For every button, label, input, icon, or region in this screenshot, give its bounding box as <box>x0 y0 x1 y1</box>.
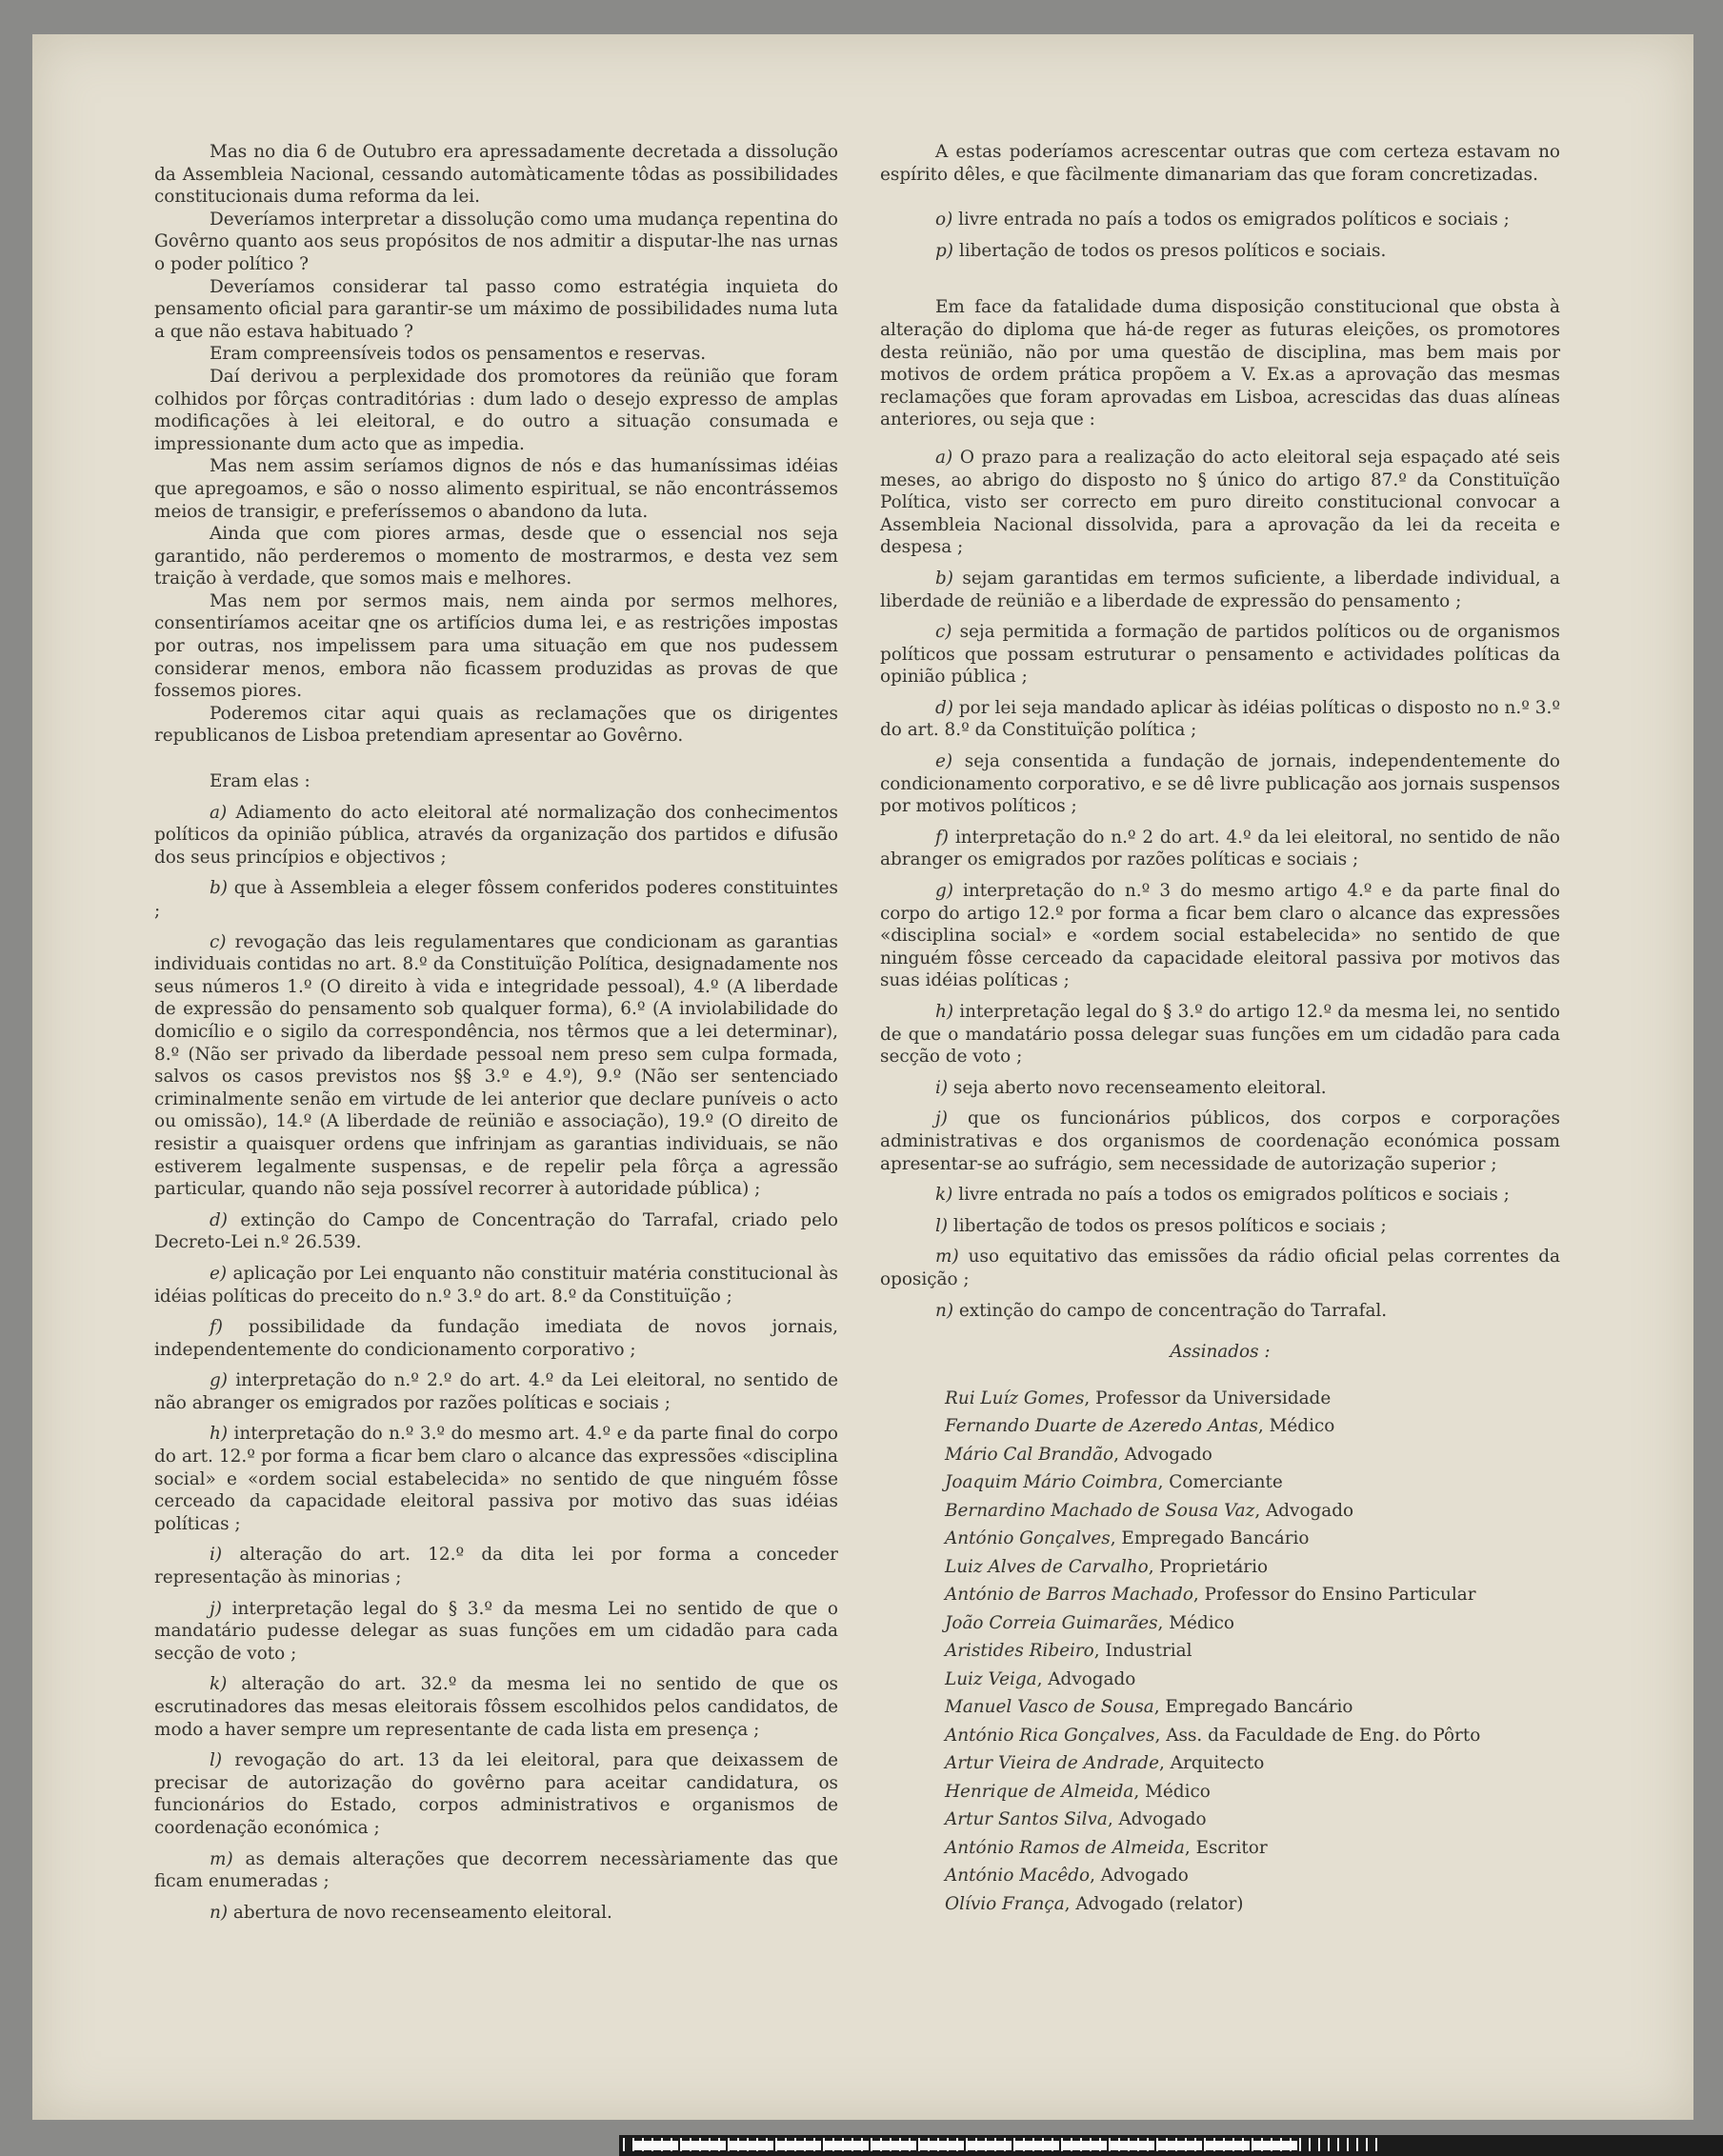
right-column <box>880 141 1560 1918</box>
list-item <box>154 802 838 869</box>
list-item <box>154 1749 838 1839</box>
list-item <box>880 1300 1560 1323</box>
signatory-role: , Médico <box>1257 1416 1335 1437</box>
list-item <box>880 447 1560 559</box>
signatory-name: Henrique de Almeida <box>945 1781 1134 1802</box>
signatory-name: Olívio França <box>945 1893 1065 1914</box>
signatory-name: António Macêdo <box>945 1866 1091 1886</box>
paragraph: Mas nem por sermos mais, nem ainda por sermos melhores, consentiríamos aceitar qne os artifícios duma lei, e as restrições impostas por outras, nos impelissem para uma situação em que nos pudessem considerar menos, embora não ficassem produzidas as provas de que fossemos piores. <box>154 590 838 702</box>
list-item <box>154 1598 838 1666</box>
signatory-role: , Advogado <box>1113 1444 1212 1465</box>
item-text: alteração do art. 12.º da dita lei por forma a conceder representação às minorias ; <box>154 1545 838 1588</box>
item-text: interpretação do n.º 2 do art. 4.º da lei eleitoral, no sentido de não abranger os emigrados por razões políticas e sociais ; <box>880 827 1560 870</box>
list-item <box>880 880 1560 992</box>
signatory <box>945 1581 1560 1609</box>
signatory <box>945 1834 1560 1863</box>
list-item <box>154 1263 838 1308</box>
signatory-role: , Proprietário <box>1148 1556 1269 1577</box>
paragraph: Mas no dia 6 de Outubro era apressadamente decretada a dissolução da Assembleia Nacional, cessando automàticamente tôdas as possibilidades constitucionais duma reforma da lei. <box>154 142 838 208</box>
item-text: que à Assembleia a eleger fôssem conferidos poderes constituintes ; <box>154 878 838 921</box>
signatory <box>945 1749 1560 1778</box>
item-letter: d) <box>210 1209 228 1230</box>
signatory <box>945 1385 1560 1413</box>
item-text: extinção do campo de concentração do Tarrafal. <box>958 1300 1388 1321</box>
item-letter: c) <box>210 931 227 952</box>
list-item <box>154 1544 838 1588</box>
item-letter: n) <box>935 1300 954 1321</box>
paragraph: A estas poderíamos acrescentar outras que com certeza estavam no espírito dêles, e que fàcilmente dimanariam das que foram concretizadas. <box>880 142 1560 185</box>
signatory-name: Mário Cal Brandão <box>945 1444 1114 1465</box>
signatory <box>945 1468 1560 1497</box>
item-text: seja permitida a formação de partidos políticos ou de organismos políticos que possam estruturar o pensamento e actividades políticas da opinião pública ; <box>880 622 1560 688</box>
list-item <box>880 1246 1560 1290</box>
item-letter: b) <box>210 878 228 899</box>
item-text: extinção do Campo de Concentração do Tarrafal, criado pelo Decreto-Lei n.º 26.539. <box>154 1209 838 1253</box>
list-item <box>154 877 838 922</box>
item-text: Adiamento do acto eleitoral até normalização dos conhecimentos políticos da opinião pública, através da organização dos partidos e difusão dos seus princípios e objectivos ; <box>154 802 838 868</box>
item-text: as demais alterações que decorrem necessàriamente das que ficam enumeradas ; <box>154 1848 838 1892</box>
item-letter: j) <box>935 1108 948 1129</box>
list-item <box>880 621 1560 689</box>
signatory <box>945 1666 1560 1694</box>
signatory-name: Joaquim Mário Coimbra <box>945 1472 1158 1493</box>
signatory-role: , Médico <box>1157 1612 1234 1633</box>
signatory-role: , Advogado <box>1090 1866 1189 1886</box>
list-item <box>880 240 1560 263</box>
signatory-role: , Advogado (relator) <box>1064 1893 1244 1914</box>
extra-demands-list <box>880 209 1560 262</box>
item-text: libertação de todos os presos políticos e sociais ; <box>952 1215 1387 1236</box>
signatory <box>945 1693 1560 1722</box>
scale-ruler <box>619 2135 1723 2156</box>
paragraph: Deveríamos interpretar a dissolução como uma mudança repentina do Govêrno quanto aos seus propósitos de nos admitir a disputar-lhe nas urnas o poder político ? <box>154 209 838 274</box>
item-text: revogação do art. 13 da lei eleitoral, para que deixassem de precisar de autorização do govêrno para aceitar candidatura, os funcionários do Estado, corpos administrativos e organismos de coordenação económica ; <box>154 1750 838 1838</box>
item-text: alteração do art. 32.º da mesma lei no sentido de que os escrutinadores das mesas eleitorais fôssem escolhidos pelos candidatos, de modo a haver sempre um representante de cada lista em presença ; <box>154 1674 838 1740</box>
proposal-paragraph: Em face da fatalidade duma disposição constitucional que obsta à alteração do diploma que há-de reger as futuras eleições, os promotores desta reünião, não por uma questão de disciplina, mas bem mais por motivos de ordem prática propõem a V. Ex.as a aprovação das mesmas reclamações que foram aprovadas em Lisboa, acrescidas das duas alíneas anteriores, ou seja que : <box>880 297 1560 430</box>
signatory <box>945 1890 1560 1919</box>
list-item <box>880 1077 1560 1100</box>
signatory-name: Luiz Alves de Carvalho <box>945 1556 1149 1577</box>
item-letter: e) <box>210 1263 228 1284</box>
signatory <box>945 1637 1560 1666</box>
proposed-demands-list <box>880 447 1560 1322</box>
item-letter: n) <box>210 1902 229 1923</box>
list-item <box>880 1184 1560 1207</box>
paragraph: Deveríamos considerar tal passo como estratégia inquieta do pensamento oficial para garantir-se um máximo de possibilidades numa luta a que não estava habituado ? <box>154 276 838 342</box>
list-item <box>154 1316 838 1361</box>
signatory-name: António de Barros Machado <box>945 1585 1193 1606</box>
item-letter: p) <box>935 240 953 261</box>
signatory-name: Fernando Duarte de Azeredo Antas <box>945 1416 1258 1437</box>
signatory <box>945 1778 1560 1807</box>
item-letter: j) <box>210 1598 222 1619</box>
signatory <box>945 1441 1560 1469</box>
signatory-name: António Gonçalves <box>945 1528 1111 1549</box>
signatory-role: , Advogado <box>1254 1500 1354 1521</box>
item-letter: k) <box>210 1674 228 1695</box>
item-letter: i) <box>935 1077 949 1098</box>
signatories-list <box>945 1385 1560 1919</box>
signatory-name: António Rica Gonçalves <box>945 1725 1155 1746</box>
item-letter: l) <box>210 1750 223 1771</box>
list-item <box>154 1209 838 1254</box>
item-letter: m) <box>935 1247 959 1268</box>
list-item <box>880 827 1560 871</box>
signatory-name: Artur Santos Silva <box>945 1809 1108 1830</box>
list-item <box>880 697 1560 742</box>
item-letter: l) <box>935 1215 949 1236</box>
item-letter: a) <box>935 447 953 468</box>
item-text: interpretação do n.º 2.º do art. 4.º da Lei eleitoral, no sentido de não abranger os emigrados por razões políticas e sociais ; <box>154 1370 838 1413</box>
item-letter: b) <box>935 568 953 589</box>
item-text: interpretação do n.º 3.º do mesmo art. 4.º e da parte final do corpo do art. 12.º por forma a ficar bem claro o alcance das expressões «disciplina social» e «ordem social estabelecida» no sentido de que ninguém fôsse cerceado da capacidade eleitoral passiva por motivo das suas idéias políticas ; <box>154 1424 838 1534</box>
item-text: por lei seja mandado aplicar às idéias políticas o disposto no n.º 3.º do art. 8.º da Constituïção política ; <box>880 697 1560 741</box>
list-intro: Eram elas : <box>210 771 311 792</box>
item-letter: e) <box>935 751 953 772</box>
item-text: abertura de novo recenseamento eleitoral. <box>232 1902 612 1923</box>
signatory-name: Manuel Vasco de Sousa <box>945 1697 1154 1718</box>
item-text: revogação das leis regulamentares que condicionam as garantias individuais contidas no art. 8.º da Constituïção Política, designadamente nos seus números 1.º (O direito à vida e integridade pessoal), 4.º (A liberdade de expressão do pensamento sob qualquer forma), 6.º (A inviolabilidade do domicílio e o sigilo da correspondência, nos têrmos que a lei determinar), 8.º (Não ser privado da liberdade pessoal nem preso sem culpa formada, salvos os casos previstos nos §§ 3.º e 4.º), 9.º (Não ser sentenciado criminalmente senão em virtude de lei anterior que declare puníveis o acto ou omissão), 14.º (A liberdade de reünião e associação), 19.º (O direito de resistir a quaisquer ordens que infrinjam as garantias individuais, se não estiverem legalmente suspensas, e de repelir pela fôrça a agressão particular, quando não seja possível recorrer à autoridade pública) ; <box>154 931 838 1200</box>
signatory-name: Aristides Ribeiro <box>945 1641 1094 1662</box>
item-letter: k) <box>935 1185 953 1206</box>
left-column <box>154 141 838 1924</box>
paragraph: Daí derivou a perplexidade dos promotores da reünião que foram colhidos por fôrças contraditórias : dum lado o desejo expresso de amplas modificações à lei eleitoral, e do outro a situação consumada e impressionante dum acto que as impedia. <box>154 366 838 454</box>
item-text: seja aberto novo recenseamento eleitoral. <box>952 1077 1327 1098</box>
signatory <box>945 1553 1560 1582</box>
list-item <box>154 1673 838 1741</box>
signatory-role: , Industrial <box>1093 1641 1192 1662</box>
list-item <box>154 1423 838 1535</box>
list-item <box>154 931 838 1201</box>
list-item <box>154 1369 838 1414</box>
item-letter: f) <box>935 827 949 848</box>
item-text: livre entrada no país a todos os emigrados políticos e sociais ; <box>958 1185 1510 1206</box>
item-letter: g) <box>210 1370 228 1391</box>
item-text: interpretação legal do § 3.º do artigo 12.º da mesma lei, no sentido de que o mandatário possa delegar suas funções em um cidadão para cada secção de voto ; <box>880 1002 1560 1068</box>
item-letter: i) <box>210 1545 223 1566</box>
item-text: libertação de todos os presos políticos e sociais. <box>958 240 1387 261</box>
list-item <box>154 1848 838 1893</box>
item-text: seja consentida a fundação de jornais, independentemente do condicionamento corporativo, e se dê livre publicação aos jornais suspensos por motivos políticos ; <box>880 751 1560 817</box>
signatory-role: , Empregado Bancário <box>1153 1697 1353 1718</box>
signatory-name: Rui Luíz Gomes <box>945 1387 1085 1408</box>
signatory-role: , Escritor <box>1184 1837 1268 1858</box>
signatory <box>945 1806 1560 1834</box>
item-letter: a) <box>210 802 228 823</box>
item-letter: f) <box>210 1317 223 1338</box>
signatory <box>945 1412 1560 1441</box>
signatory-role: , Médico <box>1133 1781 1211 1802</box>
paragraph: Poderemos citar aqui quais as reclamações que os dirigentes republicanos de Lisboa pretendiam apresentar ao Govêrno. <box>154 703 838 747</box>
item-text: aplicação por Lei enquanto não constituir matéria constitucional às idéias políticas do preceito do n.º 3.º do art. 8.º da Constituïção ; <box>154 1263 838 1307</box>
signatory-role: , Ass. da Faculdade de Eng. do Pôrto <box>1154 1725 1481 1746</box>
list-item <box>880 1108 1560 1175</box>
signatory-name: Bernardino Machado de Sousa Vaz <box>945 1500 1255 1521</box>
ruler-bars <box>632 2141 1299 2150</box>
item-letter: d) <box>935 697 953 718</box>
item-text: O prazo para a realização do acto eleitoral seja espaçado até seis meses, ao abrigo do disposto no § único do artigo 87.º da Constituïção Política, visto ser correcto em puro direito constitucional convocar a Assembleia Nacional dissolvida, para a aprovação da lei da receita e despesa ; <box>880 447 1560 558</box>
item-letter: h) <box>935 1002 954 1022</box>
document-page <box>32 34 1693 2120</box>
item-text: interpretação legal do § 3.º da mesma Lei no sentido de que o mandatário pudesse delegar as suas funções em um cidadão para cada secção de voto ; <box>154 1598 838 1664</box>
item-letter: h) <box>210 1424 229 1445</box>
item-letter: c) <box>935 622 952 643</box>
item-text: livre entrada no país a todos os emigrados políticos e sociais ; <box>958 210 1510 230</box>
item-text: sejam garantidas em termos suficiente, a liberdade individual, a liberdade de reünião e a liberdade de expressão do pensamento ; <box>880 568 1560 611</box>
paragraph: Ainda que com piores armas, desde que o essencial nos seja garantido, não perderemos o momento de mostrarmos, e desta vez sem traição à verdade, que somos mais e melhores. <box>154 524 838 589</box>
list-item <box>880 568 1560 612</box>
signatory-role: , Professor da Universidade <box>1084 1387 1332 1408</box>
signatory <box>945 1497 1560 1526</box>
signatory-name: António Ramos de Almeida <box>945 1837 1185 1858</box>
signatory-role: , Empregado Bancário <box>1110 1528 1310 1549</box>
signatory <box>945 1525 1560 1553</box>
signatory-name: Luiz Veiga <box>945 1668 1037 1689</box>
signatory-role: , Advogado <box>1036 1668 1136 1689</box>
signed-heading: Assinados : <box>1170 1342 1271 1363</box>
signatory-name: João Correia Guimarães <box>945 1612 1158 1633</box>
item-letter: m) <box>210 1848 233 1869</box>
list-item <box>880 1215 1560 1238</box>
paragraph: Mas nem assim seríamos dignos de nós e das humaníssimas idéias que apregoamos, e são o nosso alimento espiritual, se não encontrássemos meios de transigir, e preferíssemos o abandono da luta. <box>154 456 838 522</box>
signatory-role: , Arquitecto <box>1158 1753 1265 1774</box>
item-letter: g) <box>935 881 953 902</box>
item-text: possibilidade da fundação imediata de novos jornais, independentemente do condicionamento corporativo ; <box>154 1317 838 1360</box>
list-item <box>880 209 1560 231</box>
item-text: uso equitativo das emissões da rádio oficial pelas correntes da oposição ; <box>880 1247 1560 1289</box>
list-item <box>880 750 1560 818</box>
signatory-name: Artur Vieira de Andrade <box>945 1753 1159 1774</box>
signatory <box>945 1862 1560 1890</box>
item-text: interpretação do n.º 3 do mesmo artigo 4.º e da parte final do corpo do artigo 12.º por forma a ficar bem claro o alcance das expressões «disciplina social» e «ordem social estabelecida» no sentido de que ninguém fôsse cerceado da capacidade eleitoral passiva por motivos das suas idéias políticas ; <box>880 881 1560 991</box>
signatory <box>945 1722 1560 1750</box>
signatory <box>945 1609 1560 1638</box>
signatory-role: , Comerciante <box>1157 1472 1283 1493</box>
list-item <box>154 1902 838 1925</box>
item-text: que os funcionários públicos, dos corpos e corporações administrativas e dos organismos de coordenação económica possam apresentar-se ao sufrágio, sem necessidade de autorização superior ; <box>880 1108 1560 1174</box>
signatory-role: , Professor do Ensino Particular <box>1192 1585 1476 1606</box>
paragraph: Eram compreensíveis todos os pensamentos e reservas. <box>210 344 707 365</box>
signatory-role: , Advogado <box>1107 1809 1207 1830</box>
item-letter: o) <box>935 210 953 230</box>
intro-paragraphs <box>154 141 838 748</box>
demands-list <box>154 802 838 1925</box>
list-item <box>880 1001 1560 1068</box>
